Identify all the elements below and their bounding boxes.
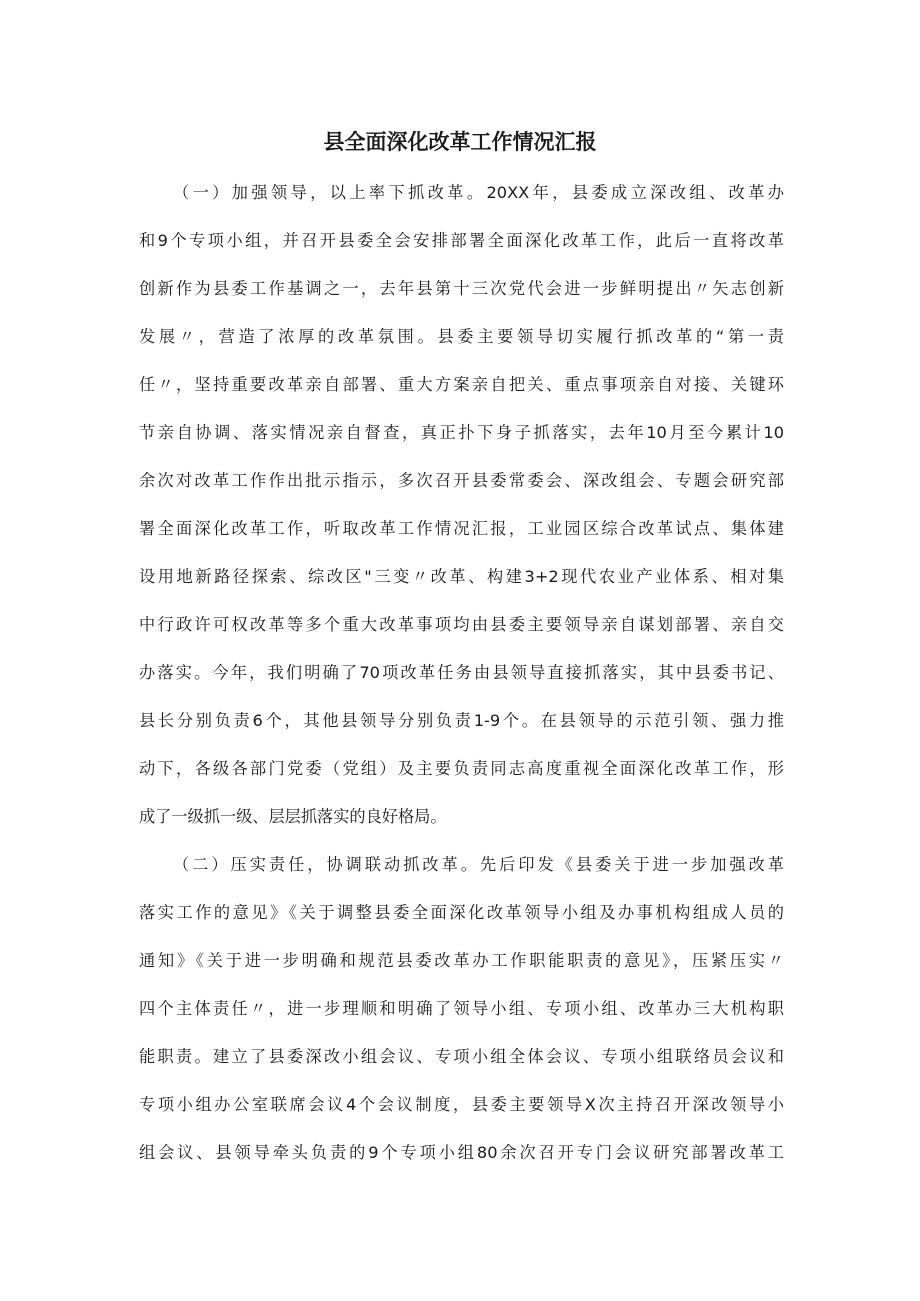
paragraph-2-line-1: （二）压实责任，协调联动抓改革。先后印发《县委关于进一步加强改革	[173, 855, 784, 874]
paragraph-1-line-2: 和9个专项小组，并召开县委全会安排部署全面深化改革工作，此后一直将改革	[139, 231, 784, 250]
paragraph-1-line-4: 发展〃，营造了浓厚的改革氛围。县委主要领导切实履行抓改革的“第一责	[139, 327, 784, 346]
paragraph-1-line-1: （一）加强领导，以上率下抓改革。20XX年，县委成立深改组、改革办	[173, 183, 784, 202]
paragraph-1-line-10: 中行政许可权改革等多个重大改革事项均由县委主要领导亲自谋划部署、亲自交	[139, 615, 784, 634]
paragraph-2-line-4: 四个主体责任〃，进一步理顺和明确了领导小组、专项小组、改革办三大机构职	[139, 999, 784, 1018]
document-body	[139, 175, 784, 1183]
paragraph-1-line-3: 创新作为县委工作基调之一，去年县第十三次党代会进一步鲜明提出〃矢志创新	[139, 279, 784, 298]
paragraph-2-line-2: 落实工作的意见》《关于调整县委全面深化改革领导小组及办事机构组成人员的	[139, 903, 784, 922]
paragraph-1-line-5: 任〃，坚持重要改革亲自部署、重大方案亲自把关、重点事项亲自对接、关键环	[139, 375, 784, 394]
paragraph-1-line-13: 动下，各级各部门党委（党组）及主要负责同志高度重视全面深化改革工作，形	[139, 759, 784, 778]
paragraph-1-line-14: 成了一级抓一级、层层抓落实的良好格局。	[139, 807, 447, 826]
paragraph-2-line-5: 能职责。建立了县委深改小组会议、专项小组全体会议、专项小组联络员会议和	[139, 1047, 784, 1066]
paragraph-2-line-3: 通知》《关于进一步明确和规范县委改革办工作职能职责的意见》，压紧压实〃	[139, 951, 784, 970]
paragraph-1-line-6: 节亲自协调、落实情况亲自督查，真正扑下身子抓落实，去年10月至今累计10	[139, 423, 784, 442]
paragraph-1-line-11: 办落实。今年，我们明确了70项改革任务由县领导直接抓落实，其中县委书记、	[139, 663, 784, 682]
paragraph-2-line-6: 专项小组办公室联席会议4个会议制度，县委主要领导X次主持召开深改领导小	[139, 1095, 784, 1114]
paragraph-1-line-9: 设用地新路径探索、综改区"三变〃改革、构建3+2现代农业产业体系、相对集	[139, 567, 784, 586]
paragraph-2-line-7: 组会议、县领导牵头负责的9个专项小组80余次召开专门会议研究部署改革工	[139, 1143, 784, 1162]
paragraph-1-line-7: 余次对改革工作作出批示指示，多次召开县委常委会、深改组会、专题会研究部	[139, 471, 784, 490]
paragraph-1-line-12: 县长分别负责6个，其他县领导分别负责1-9个。在县领导的示范引领、强力推	[139, 711, 784, 730]
paragraph-1-line-8: 署全面深化改革工作，听取改革工作情况汇报，工业园区综合改革试点、集体建	[139, 519, 784, 538]
document-title: 县全面深化改革工作情况汇报	[323, 130, 597, 154]
